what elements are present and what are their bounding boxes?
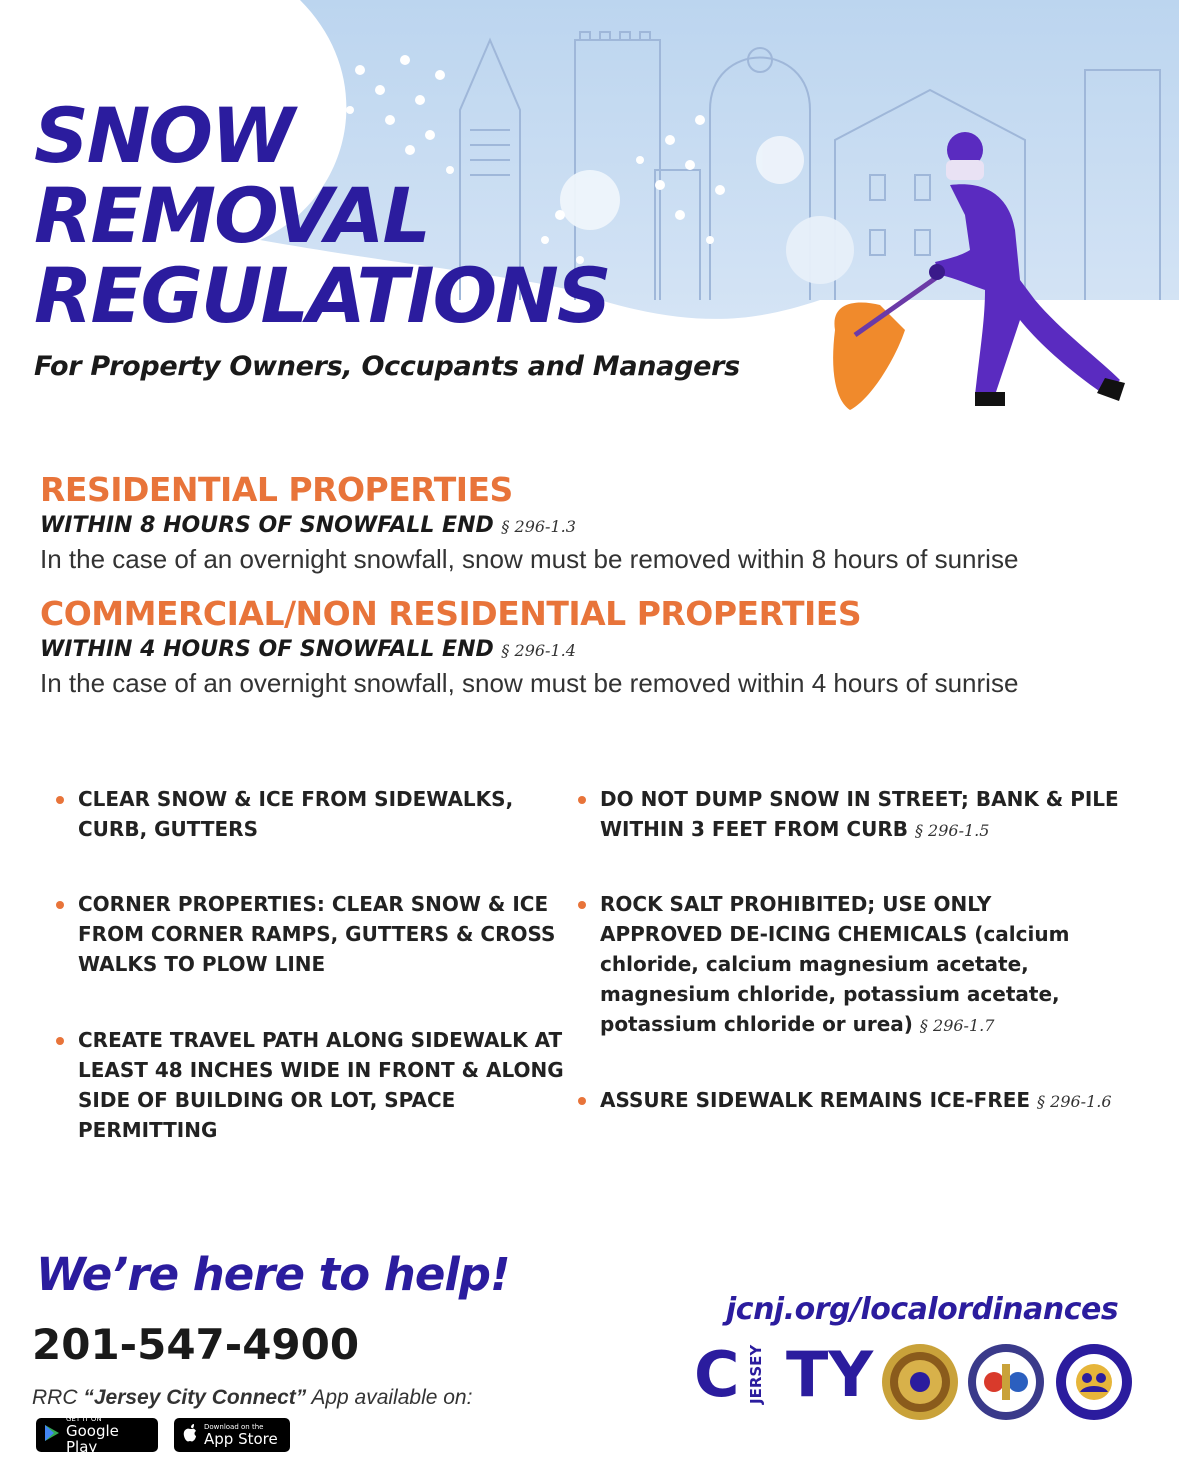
- badge-big-text: Google Play: [66, 1422, 119, 1456]
- page-title: [34, 91, 610, 340]
- resident-response-center-seal-icon: [1054, 1342, 1134, 1422]
- google-play-badge[interactable]: [36, 1415, 158, 1456]
- bullet-line: PERMITTING: [78, 1118, 218, 1142]
- bullet-line: LEAST 48 INCHES WIDE IN FRONT & ALONG: [78, 1058, 564, 1082]
- bullet-line: CORNER PROPERTIES: CLEAR SNOW & ICE: [78, 892, 549, 916]
- section-deadline: [40, 513, 1018, 538]
- bullet-icon: [56, 796, 64, 804]
- ordinance-code: § 296-1.7: [919, 1016, 995, 1035]
- section-heading: COMMERCIAL/NON RESIDENTIAL PROPERTIES: [40, 594, 862, 633]
- section-text: In the case of an overnight snowfall, snow must be removed within 4 hours of sunrise: [40, 668, 1019, 698]
- residential-section: [40, 470, 1018, 575]
- bullet-line: chloride, calcium magnesium acetate,: [600, 952, 1029, 976]
- badge-small-text: Download on the: [204, 1423, 264, 1431]
- bullet-line-text: potassium chloride or urea): [600, 1012, 913, 1036]
- bullet-icon: [578, 1097, 586, 1105]
- public-safety-seal-icon: [966, 1342, 1046, 1422]
- google-play-icon: [44, 1424, 60, 1446]
- bullet-line: [600, 1085, 1112, 1117]
- list-item: [78, 784, 513, 844]
- phone-number[interactable]: 201-547-4900: [32, 1320, 360, 1369]
- ordinance-code: § 296-1.3: [501, 517, 576, 536]
- bullet-line: CLEAR SNOW & ICE FROM SIDEWALKS,: [78, 787, 514, 811]
- list-item: [78, 889, 555, 979]
- subtitle: For Property Owners, Occupants and Managers: [34, 351, 740, 382]
- badge-text: [204, 1423, 278, 1447]
- website-link[interactable]: jcnj.org/localordinances: [726, 1292, 1119, 1327]
- header-illustration: [0, 0, 1179, 430]
- logo-ty-letters: TY: [786, 1338, 874, 1408]
- jersey-city-logo: [694, 1338, 874, 1412]
- bullet-line: ROCK SALT PROHIBITED; USE ONLY: [600, 892, 992, 916]
- bullet-line: APPROVED DE-ICING CHEMICALS (calcium: [600, 922, 1070, 946]
- section-deadline: [40, 637, 1018, 662]
- list-item: [78, 1025, 564, 1145]
- bullet-icon: [56, 901, 64, 909]
- app-suffix: App available on:: [306, 1386, 473, 1409]
- deadline-text: WITHIN 8 HOURS OF SNOWFALL END: [40, 513, 494, 538]
- bullet-line: WALKS TO PLOW LINE: [78, 952, 326, 976]
- bullet-icon: [56, 1037, 64, 1045]
- section-text: In the case of an overnight snowfall, snow must be removed within 8 hours of sunrise: [40, 544, 1019, 574]
- bullet-line: [600, 1009, 1069, 1041]
- app-name: “Jersey City Connect”: [83, 1386, 307, 1409]
- bullet-line-text: WITHIN 3 FEET FROM CURB: [600, 817, 908, 841]
- bullet-icon: [578, 901, 586, 909]
- app-prefix: RRC: [32, 1386, 84, 1409]
- badge-small-text: GET IT ON: [66, 1415, 102, 1423]
- bullet-line: magnesium chloride, potassium acetate,: [600, 982, 1060, 1006]
- bullet-line: CURB, GUTTERS: [78, 817, 258, 841]
- apple-icon: [182, 1424, 198, 1446]
- commercial-section: [40, 594, 1018, 699]
- ordinance-code: § 296-1.5: [914, 821, 990, 840]
- bullet-line: CREATE TRAVEL PATH ALONG SIDEWALK AT: [78, 1028, 563, 1052]
- deadline-text: WITHIN 4 HOURS OF SNOWFALL END: [40, 637, 494, 662]
- ordinance-code: § 296-1.4: [501, 641, 576, 660]
- help-heading: We’re here to help!: [36, 1248, 510, 1301]
- bullet-line: [600, 814, 1119, 846]
- logo-c-letter: C: [694, 1338, 740, 1408]
- app-availability-text: [32, 1386, 472, 1410]
- bullet-line-text: ASSURE SIDEWALK REMAINS ICE-FREE: [600, 1088, 1031, 1112]
- police-seal-icon: [880, 1342, 960, 1422]
- bullet-line: FROM CORNER RAMPS, GUTTERS & CROSS: [78, 922, 556, 946]
- bullet-icon: [578, 796, 586, 804]
- ordinance-code: § 296-1.6: [1037, 1092, 1112, 1111]
- title-line-2: REMOVAL: [34, 171, 429, 260]
- section-heading: RESIDENTIAL PROPERTIES: [40, 470, 513, 509]
- bullet-line: DO NOT DUMP SNOW IN STREET; BANK & PILE: [600, 787, 1119, 811]
- bullet-line: SIDE OF BUILDING OR LOT, SPACE: [78, 1088, 456, 1112]
- list-item: [600, 784, 1119, 846]
- list-item: [600, 889, 1069, 1041]
- title-line-1: SNOW: [34, 91, 293, 180]
- list-item: [600, 1085, 1112, 1117]
- badge-big-text: App Store: [204, 1430, 278, 1448]
- app-store-badge[interactable]: [174, 1418, 290, 1452]
- logo-jersey-text: JERSEY: [747, 1344, 765, 1404]
- title-line-3: REGULATIONS: [34, 251, 610, 340]
- badge-text: [66, 1415, 150, 1455]
